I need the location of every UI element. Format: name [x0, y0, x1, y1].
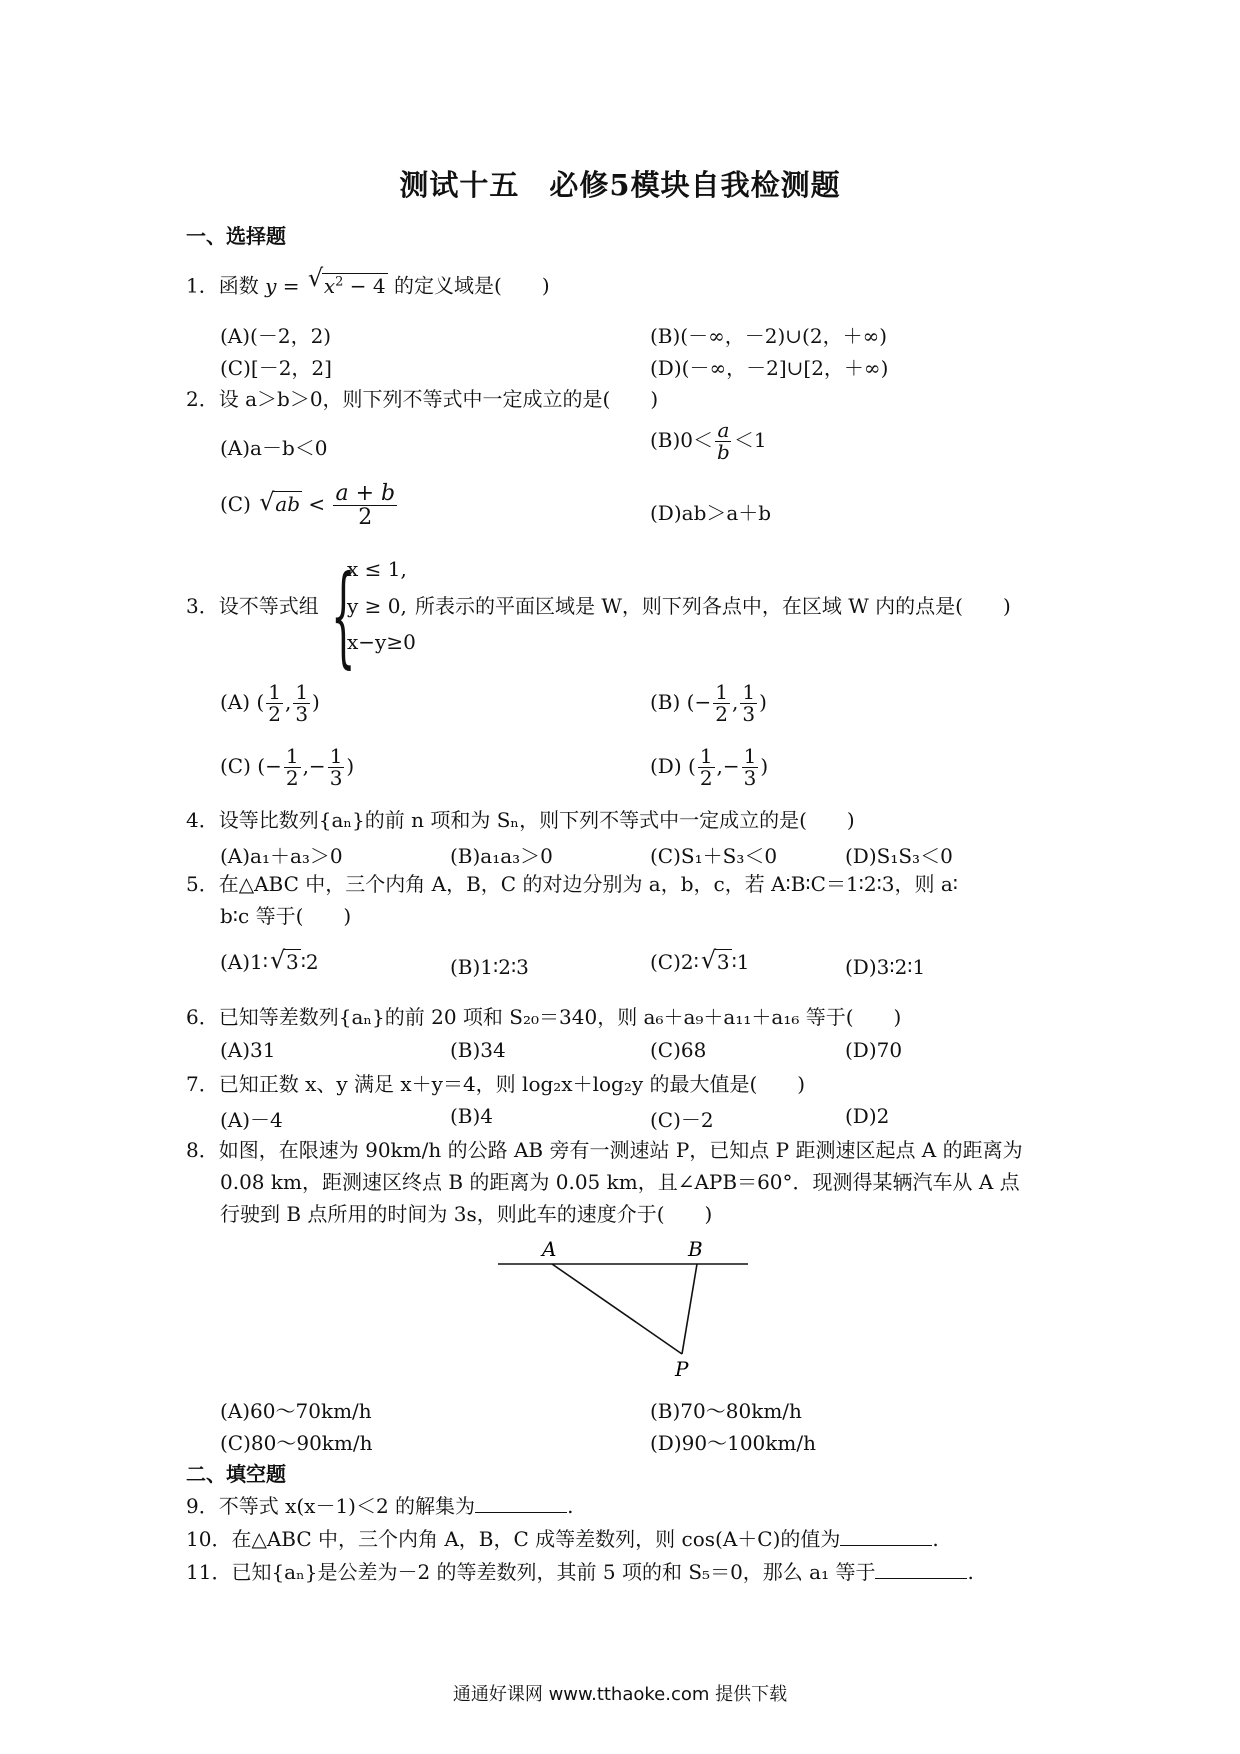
option-c: (C)80～90km/h [220, 1431, 373, 1455]
section-heading-choice: 一、选择题 [186, 224, 286, 248]
question-7 [186, 1070, 805, 1098]
option-d: (D)(－∞，－2]∪[2，＋∞) [650, 356, 889, 380]
option-b: (B)1∶2∶3 [450, 955, 529, 979]
option-b: (B)70～80km/h [650, 1399, 802, 1423]
question-10: 10．在△ABC 中，三个内角 A，B，C 成等差数列，则 cos(A＋C)的值为 . [186, 1527, 939, 1551]
option-a: (A)(－2，2) [220, 324, 332, 348]
option-d: (D)70 [845, 1038, 903, 1062]
answer-blank[interactable] [840, 1527, 932, 1546]
question-text: 在△ABC 中，三个内角 A，B，C 成等差数列，则 cos(A＋C)的值为 [231, 1527, 841, 1551]
option-d: (D)ab＞a＋b [650, 501, 772, 525]
question-text: b∶c 等于( ) [220, 904, 352, 928]
option-b: (B)a₁a₃＞0 [450, 844, 553, 868]
question-number: 9． [186, 1494, 219, 1518]
option-b: (B) (− $\frac{1}{2}$ , $\frac{1}{3}$ ) [650, 680, 767, 726]
option-b: (B)0＜ $\frac{a}{b}$ ＜1 [650, 418, 767, 464]
option-a: (A) ( $\frac{1}{2}$ , $\frac{1}{3}$ ) [220, 680, 320, 726]
section-heading-fill: 二、填空题 [186, 1462, 286, 1486]
question-text: 所表示的平面区域是 W，则下列各点中，在区域 W 内的点是( ) [415, 594, 1011, 618]
option-b: (B)4 [450, 1104, 494, 1128]
inequality-3: x−y≥0 [347, 630, 416, 654]
option-c: (C) (− $\frac{1}{2}$ ,− $\frac{1}{3}$ ) [220, 744, 355, 790]
brace-symbol: { [331, 551, 356, 679]
option-c: (C)2∶√ 3 ∶1 [650, 950, 750, 974]
option-a: (A)a－b＜0 [220, 436, 328, 460]
question-number: 5． [186, 872, 219, 896]
option-a: (A)1∶√ 3 ∶2 [220, 950, 319, 974]
page-footer: 通通好课网 www.tthaoke.com 提供下载 [452, 1684, 788, 1705]
question-4 [186, 806, 855, 834]
question-number: 10． [186, 1527, 232, 1551]
option-c: (C)S₁＋S₃＜0 [650, 844, 778, 868]
option-d: (D)3∶2∶1 [845, 955, 926, 979]
label-a: A [542, 1240, 557, 1261]
question-text: 设 a＞b＞0，则下列不等式中一定成立的是( ) [218, 387, 659, 411]
question-11: 11．已知{aₙ}是公差为－2 的等差数列，其前 5 项的和 S₅＝0，那么 a₁ 等于 . [186, 1560, 974, 1584]
question-number: 3． [186, 594, 219, 618]
question-text: 设不等式组 [218, 594, 319, 618]
question-text: 的定义域是( ) [387, 273, 550, 298]
option-c: (C)68 [650, 1038, 707, 1062]
option-c: (C)－2 [650, 1108, 714, 1132]
question-3 [186, 592, 319, 620]
question-text: 函数 [218, 273, 266, 298]
label-p: P [675, 1357, 689, 1380]
option-b: (B)(－∞，－2)∪(2，＋∞) [650, 324, 888, 348]
option-b: (B)34 [450, 1038, 506, 1062]
question-text: 不等式 x(x－1)＜2 的解集为 [218, 1494, 476, 1518]
speed-trap-figure [490, 1240, 760, 1380]
question-number: 7． [186, 1072, 219, 1096]
answer-blank[interactable] [875, 1560, 967, 1579]
option-c: (C)[－2，2] [220, 356, 332, 380]
question-text: 已知{aₙ}是公差为－2 的等差数列，其前 5 项的和 S₅＝0，那么 a₁ 等于 [231, 1560, 876, 1584]
question-text: 在△ABC 中，三个内角 A，B，C 的对边分别为 a，b，c，若 A∶B∶C＝1∶2∶3，则 a∶ [218, 872, 959, 896]
option-d: (D) ( $\frac{1}{2}$ ,− $\frac{1}{3}$ ) [650, 744, 769, 790]
option-d: (D)2 [845, 1104, 890, 1128]
question-1: 1．函数 y = √ $x^2 - 4$ 的定义域是( ) [186, 268, 550, 300]
inequality-1: x ≤ 1, [347, 557, 407, 581]
segment-ap [552, 1264, 682, 1354]
page-title: 测试十五 必修5模块自我检测题 [399, 168, 841, 202]
inequality-2: y ≥ 0, [347, 594, 407, 618]
question-9: 9．不等式 x(x－1)＜2 的解集为 . [186, 1494, 574, 1518]
question-2 [186, 385, 658, 413]
question-text: 0.08 km，距测速区终点 B 的距离为 0.05 km，且∠APB＝60°．现测得某辆汽车从 A 点 [220, 1170, 1020, 1194]
segment-bp [682, 1264, 697, 1354]
question-5 [186, 870, 958, 898]
option-a: (A)60～70km/h [220, 1399, 372, 1423]
question-number: 11． [186, 1560, 232, 1584]
question-text: 行驶到 B 点所用的时间为 3s，则此车的速度介于( ) [220, 1202, 713, 1226]
option-d: (D)90～100km/h [650, 1431, 816, 1455]
question-6 [186, 1003, 901, 1031]
option-a: (A)－4 [220, 1108, 283, 1132]
question-text: 已知等差数列{aₙ}的前 20 项和 S₂₀＝340，则 a₆＋a₉＋a₁₁＋a₁₆ 等于( ) [218, 1005, 902, 1029]
option-a: (A)31 [220, 1038, 276, 1062]
question-number: 8． [186, 1138, 219, 1162]
option-d: (D)S₁S₃＜0 [845, 844, 953, 868]
question-number: 1． [186, 273, 219, 298]
question-number: 2． [186, 387, 219, 411]
question-number: 6． [186, 1005, 219, 1029]
option-a: (A)a₁＋a₃＞0 [220, 844, 343, 868]
question-number: 4． [186, 808, 219, 832]
answer-blank[interactable] [475, 1494, 567, 1513]
question-text: 已知正数 x、y 满足 x＋y＝4，则 log₂x＋log₂y 的最大值是( ) [218, 1072, 806, 1096]
question-8 [186, 1136, 1023, 1164]
question-text: 如图，在限速为 90km/h 的公路 AB 旁有一测速站 P，已知点 P 距测速区起点 A 的距离为 [218, 1138, 1023, 1162]
question-text: 设等比数列{aₙ}的前 n 项和为 Sₙ，则下列不等式中一定成立的是( ) [218, 808, 855, 832]
option-c: (C) √ ab < $\frac{a + b}{2}$ [220, 482, 399, 529]
label-b: B [688, 1240, 703, 1261]
